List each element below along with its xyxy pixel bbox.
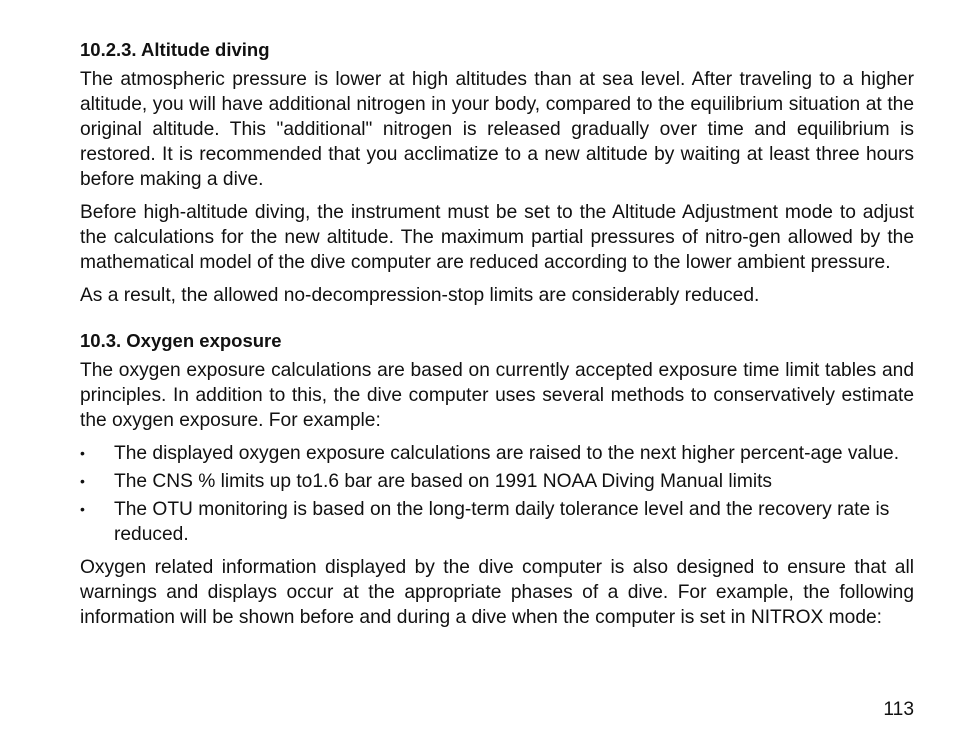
list-item-text: The OTU monitoring is based on the long-term daily tolerance level and the recovery rate is reduced.	[114, 499, 890, 545]
manual-page	[80, 38, 914, 638]
list-item	[80, 441, 914, 466]
bullet-icon: •	[80, 501, 85, 517]
section-heading-oxygen-exposure: 10.3. Oxygen exposure	[80, 330, 282, 351]
bullet-icon: •	[80, 473, 85, 489]
section-heading-altitude-diving: 10.2.3. Altitude diving	[80, 39, 270, 60]
paragraph-altitude-result: As a result, the allowed no-decompression-stop limits are considerably reduced.	[80, 285, 760, 306]
paragraph-oxygen-closing: Oxygen related information displayed by the dive computer is also designed to ensure that all warnings and displays occur at the appropriate phases of a dive. For example, the following information will be shown before and during a dive when the computer is set in NITROX mode:	[80, 557, 914, 628]
oxygen-methods-list	[80, 441, 914, 547]
list-item-text: The displayed oxygen exposure calculations are raised to the next higher percent-age value.	[114, 443, 900, 464]
list-item	[80, 469, 914, 494]
list-item-text: The CNS % limits up to1.6 bar are based on 1991 NOAA Diving Manual limits	[114, 471, 773, 492]
paragraph-altitude-intro: The atmospheric pressure is lower at high altitudes than at sea level. After traveling to a higher altitude, you will have additional nitrogen in your body, compared to the equilibrium situation at the original altitude. This "additional" nitrogen is released gradually over time and equilibrium is restored. It is recommended that you acclimatize to a new altitude by waiting at least three hours before making a dive.	[80, 69, 914, 190]
bullet-icon: •	[80, 445, 85, 461]
list-item	[80, 497, 914, 547]
paragraph-altitude-adjustment: Before high-altitude diving, the instrument must be set to the Altitude Adjustment mode to adjust the calculations for the new altitude. The maximum partial pressures of nitro-gen allowed by the mathematical model of the dive computer are reduced according to the lower ambient pressure.	[80, 202, 914, 273]
page-number: 113	[883, 699, 914, 720]
paragraph-oxygen-intro: The oxygen exposure calculations are based on currently accepted exposure time limit tables and principles. In addition to this, the dive computer uses several methods to conservatively estimate the oxygen exposure. For example:	[80, 360, 914, 431]
